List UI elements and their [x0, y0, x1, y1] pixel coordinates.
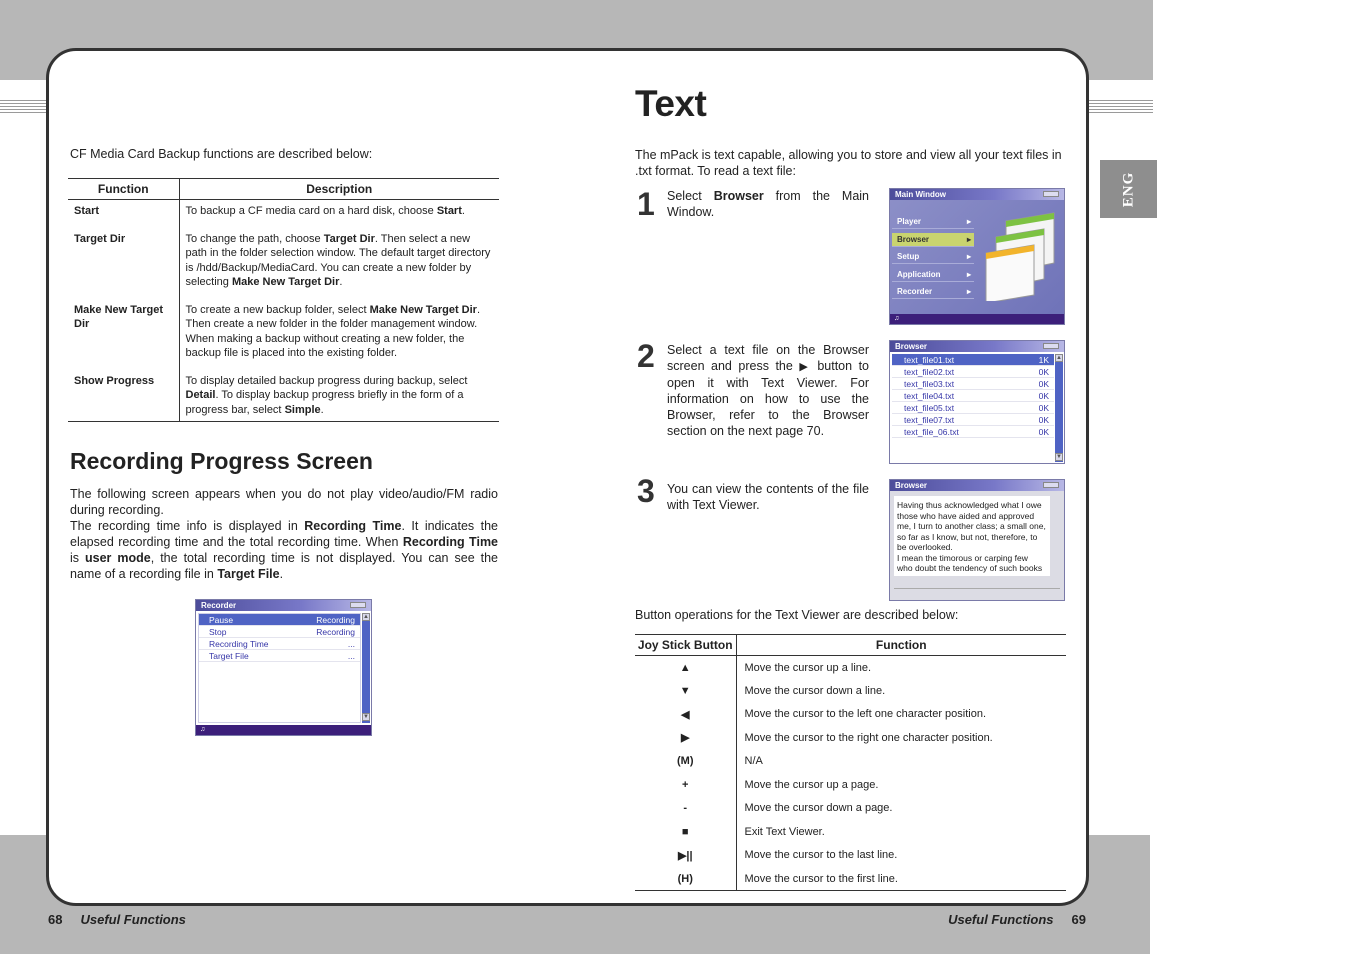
list-item-label: Stop: [209, 627, 227, 637]
text-heading: Text: [635, 83, 707, 124]
step-text-1: [667, 188, 869, 220]
text-run: You can view the contents of the file with Text Viewer.: [667, 482, 869, 512]
browser-screen: [889, 340, 1065, 464]
m-button-icon: (M): [635, 750, 736, 774]
text-run: . It indicates the elapsed recording time and the total recording time. When: [70, 519, 498, 549]
file-row: [892, 366, 1054, 378]
main-window-screen: [889, 188, 1065, 325]
viewer-titlebar: [890, 480, 1064, 491]
step-number-2: 2: [637, 338, 655, 374]
viewer-line: me, I turn to another class; a small one,: [897, 521, 1046, 531]
file-row: [892, 390, 1054, 402]
menu-item: Application ▸: [892, 268, 974, 282]
file-size: 0K: [1038, 379, 1049, 389]
scroll-down-icon: ▼: [1056, 454, 1062, 460]
text-intro: The mPack is text capable, allowing you to store and view all your text files in .txt format. To read a text file:: [635, 148, 1062, 178]
page-number-left: 68: [48, 912, 63, 927]
text-run: from the Main Window.: [667, 189, 870, 219]
right-triangle-icon: ▶: [635, 726, 736, 750]
list-item: [199, 626, 360, 638]
text-run: To change the path, choose: [185, 232, 324, 245]
recorder-scrollbar: [362, 613, 370, 723]
file-row: [892, 354, 1054, 366]
text-run: .: [320, 403, 324, 416]
stop-square-icon: ■: [635, 820, 736, 844]
file-name: text_file01.txt: [904, 355, 955, 365]
bold-term: user mode: [85, 551, 151, 565]
function-description: [179, 229, 499, 300]
viewer-line: be overlooked.: [897, 542, 953, 552]
list-item: [199, 614, 360, 626]
button-description: Move the cursor down a line.: [744, 684, 886, 697]
list-item-value: ...: [347, 651, 355, 661]
text-run: button to open it with Text Viewer. For information on how to use the Browser, refer to the Browser section on the next page 70.: [667, 359, 870, 438]
button-description: N/A: [744, 755, 763, 768]
window-button-icon: [350, 602, 366, 608]
step-text-2: [667, 342, 869, 439]
button-operations-table: [635, 634, 1066, 891]
folder-stack-icon: [984, 211, 1060, 301]
list-item-label: Recording Time: [209, 639, 269, 649]
file-row: [892, 378, 1054, 390]
list-item: [199, 638, 360, 650]
table-row: [68, 300, 499, 371]
viewer-line: who doubt the tendency of such books: [897, 563, 1043, 573]
text-run: The following screen appears when you do not play video/audio/FM radio during recording.: [70, 487, 498, 517]
table-row: [635, 773, 1066, 797]
text-run: . Then create a new folder in the folder management window. When making a backup without creating a new folder, the backup file is placed into the existing folder.: [185, 303, 481, 359]
footer-section-left: Useful Functions: [80, 912, 186, 927]
step-number-1: 1: [637, 186, 655, 222]
list-item-value: ...: [347, 639, 355, 649]
function-name: Start: [68, 200, 179, 229]
language-tab: [1100, 160, 1157, 218]
main-statusbar: [890, 314, 1064, 324]
page-number-right: 69: [1071, 912, 1086, 927]
function-description: [179, 371, 499, 422]
file-name: text_file03.txt: [904, 379, 955, 389]
function-description: [179, 300, 499, 371]
file-name: text_file04.txt: [904, 391, 955, 401]
button-description: Move the cursor to the left one character position.: [744, 708, 987, 721]
menu-item: Player ▸: [892, 215, 974, 229]
menu-item: Recorder ▸: [892, 285, 974, 299]
step-number-3: 3: [637, 473, 655, 509]
table-row: [635, 679, 1066, 703]
browser-file-list: [892, 354, 1054, 462]
bold-term: Target File: [217, 567, 280, 581]
table-row: [635, 750, 1066, 774]
browser-titlebar: [890, 341, 1064, 352]
text-run: . Then select a new path in the folder selection window. The default target directory is /hdd/Backup/MediaCard. You can create a new folder by selecting: [185, 232, 491, 288]
button-description: Move the cursor up a line.: [744, 661, 872, 674]
recorder-titlebar: [196, 600, 371, 611]
status-music-icon: ♫: [894, 315, 900, 322]
table-header-function: Function: [736, 635, 1066, 656]
file-size: 0K: [1038, 367, 1049, 377]
main-window-titlebar: [890, 189, 1064, 200]
window-button-icon: [1043, 191, 1059, 197]
backup-intro: CF Media Card Backup functions are described below:: [70, 147, 373, 161]
viewer-text-body: [894, 496, 1050, 576]
main-window-title: Main Window: [895, 190, 947, 199]
button-description: Move the cursor to the first line.: [736, 867, 1066, 891]
recording-paragraph: [70, 486, 498, 582]
decorative-stripes-left: [0, 100, 48, 114]
file-row: [892, 414, 1054, 426]
minus-icon: -: [635, 797, 736, 821]
table-row: [635, 820, 1066, 844]
table-row: [635, 844, 1066, 868]
play-triangle-icon: ▶: [799, 361, 811, 373]
recorder-screen: [195, 599, 372, 736]
viewer-line: Having thus acknowledged what I owe: [897, 500, 1042, 510]
footer-left: [48, 912, 186, 927]
file-name: text_file02.txt: [904, 367, 955, 377]
plus-icon: +: [635, 773, 736, 797]
button-description: Move the cursor up a page.: [744, 778, 879, 791]
button-description: Move the cursor to the right one character position.: [744, 731, 993, 744]
table-row: [635, 726, 1066, 750]
bold-term: Start: [436, 205, 462, 217]
file-row: [892, 402, 1054, 414]
function-name: Show Progress: [68, 371, 179, 422]
table-header-description: Description: [179, 179, 499, 200]
bold-term: Make New Target Dir: [369, 303, 477, 316]
file-name: text_file07.txt: [904, 415, 955, 425]
menu-item: Setup ▸: [892, 250, 974, 264]
backup-functions-table: [68, 178, 499, 422]
recorder-statusbar: [196, 725, 371, 735]
text-run: .: [461, 205, 465, 217]
up-triangle-icon: ▲: [635, 656, 736, 680]
table-row: [68, 371, 499, 422]
text-run: Select: [667, 189, 714, 203]
backup-functions-body: [68, 200, 499, 422]
bold-term: Browser: [713, 189, 764, 203]
text-run: The recording time info is displayed in: [70, 519, 305, 533]
down-triangle-icon: ▼: [635, 679, 736, 703]
function-name: Make New Target Dir: [68, 300, 179, 371]
text-run: To create a new backup folder, select: [185, 303, 370, 316]
file-size: 1K: [1038, 355, 1049, 365]
table-header-function: Function: [68, 179, 179, 200]
text-run: , the total recording time is not displayed. You can see the name of a recording file in: [70, 551, 499, 581]
menu-item: Browser ▸: [892, 233, 974, 247]
bold-term: Detail: [185, 389, 216, 401]
list-item-value: Recording: [316, 615, 355, 625]
footer-section-right: Useful Functions: [948, 912, 1054, 927]
bold-term: Simple: [284, 403, 321, 416]
bold-term: Recording Time: [304, 519, 402, 533]
recorder-title: Recorder: [201, 601, 237, 610]
list-item-label: Pause: [209, 615, 234, 625]
text-run: To backup a CF media card on a hard disk, choose: [185, 205, 437, 217]
viewer-line: I mean the timorous or carping few: [897, 552, 1028, 563]
viewer-line: those who have aided and approved: [897, 510, 1035, 521]
viewer-line: so far as I know, but not, therefore, to: [897, 531, 1038, 542]
list-item-value: Recording: [316, 627, 355, 637]
table-row: [635, 867, 1066, 891]
buttons-intro: Button operations for the Text Viewer are described below:: [635, 608, 959, 622]
function-description: [179, 200, 499, 229]
file-name: text_file05.txt: [904, 403, 955, 413]
scroll-down-icon: ▼: [363, 714, 369, 720]
footer-right: [948, 912, 1086, 927]
text-run: . To display backup progress briefly in the form of a progress bar, select: [185, 389, 464, 416]
file-size: 0K: [1038, 427, 1049, 437]
table-row: [635, 797, 1066, 821]
recorder-list: [198, 613, 361, 723]
recording-heading: Recording Progress Screen: [70, 448, 373, 474]
decorative-stripes-right: [1088, 100, 1153, 114]
step-text-3: [667, 481, 869, 513]
bold-term: Target Dir: [323, 232, 375, 245]
list-item-label: Target File: [209, 651, 249, 661]
browser-title: Browser: [895, 342, 928, 351]
text-run: is: [70, 551, 86, 565]
browser-scrollbar: [1055, 354, 1063, 462]
button-description: Exit Text Viewer.: [744, 825, 825, 838]
h-button-icon: (H): [635, 867, 736, 891]
file-size: 0K: [1038, 391, 1049, 401]
window-button-icon: [1043, 482, 1059, 488]
file-row: [892, 426, 1054, 438]
left-triangle-icon: ◀: [635, 703, 736, 727]
viewer-footer-bar: [894, 588, 1060, 597]
button-description: Move the cursor to the last line.: [744, 849, 898, 862]
text-run: Select a text file on the Browser screen and press the: [667, 343, 869, 373]
table-row: [635, 656, 1066, 680]
play-pause-icon: ▶||: [635, 844, 736, 868]
window-button-icon: [1043, 343, 1059, 349]
table-row: [635, 703, 1066, 727]
list-item: [199, 650, 360, 662]
text-run: .: [279, 567, 284, 581]
scroll-up-icon: ▲: [363, 614, 369, 620]
file-size: 0K: [1038, 403, 1049, 413]
table-header-button: Joy Stick Button: [635, 635, 736, 656]
button-operations-body: [635, 656, 1066, 891]
bold-term: Recording Time: [402, 535, 499, 549]
language-tab-label: ENG: [1119, 171, 1136, 207]
button-description: Move the cursor down a page.: [744, 802, 893, 815]
text-run: .: [339, 276, 343, 288]
bold-term: Make New Target Dir: [231, 276, 340, 288]
status-music-icon: ♫: [200, 726, 206, 733]
text-viewer-screen: [889, 479, 1065, 601]
scroll-up-icon: ▲: [1056, 355, 1062, 361]
text-run: To display detailed backup progress during backup, select: [185, 374, 468, 387]
table-row: [68, 229, 499, 300]
file-size: 0K: [1038, 415, 1049, 425]
viewer-title: Browser: [895, 481, 928, 490]
table-row: [68, 200, 499, 229]
file-name: text_file_06.txt: [904, 427, 959, 437]
function-name: Target Dir: [68, 229, 179, 300]
